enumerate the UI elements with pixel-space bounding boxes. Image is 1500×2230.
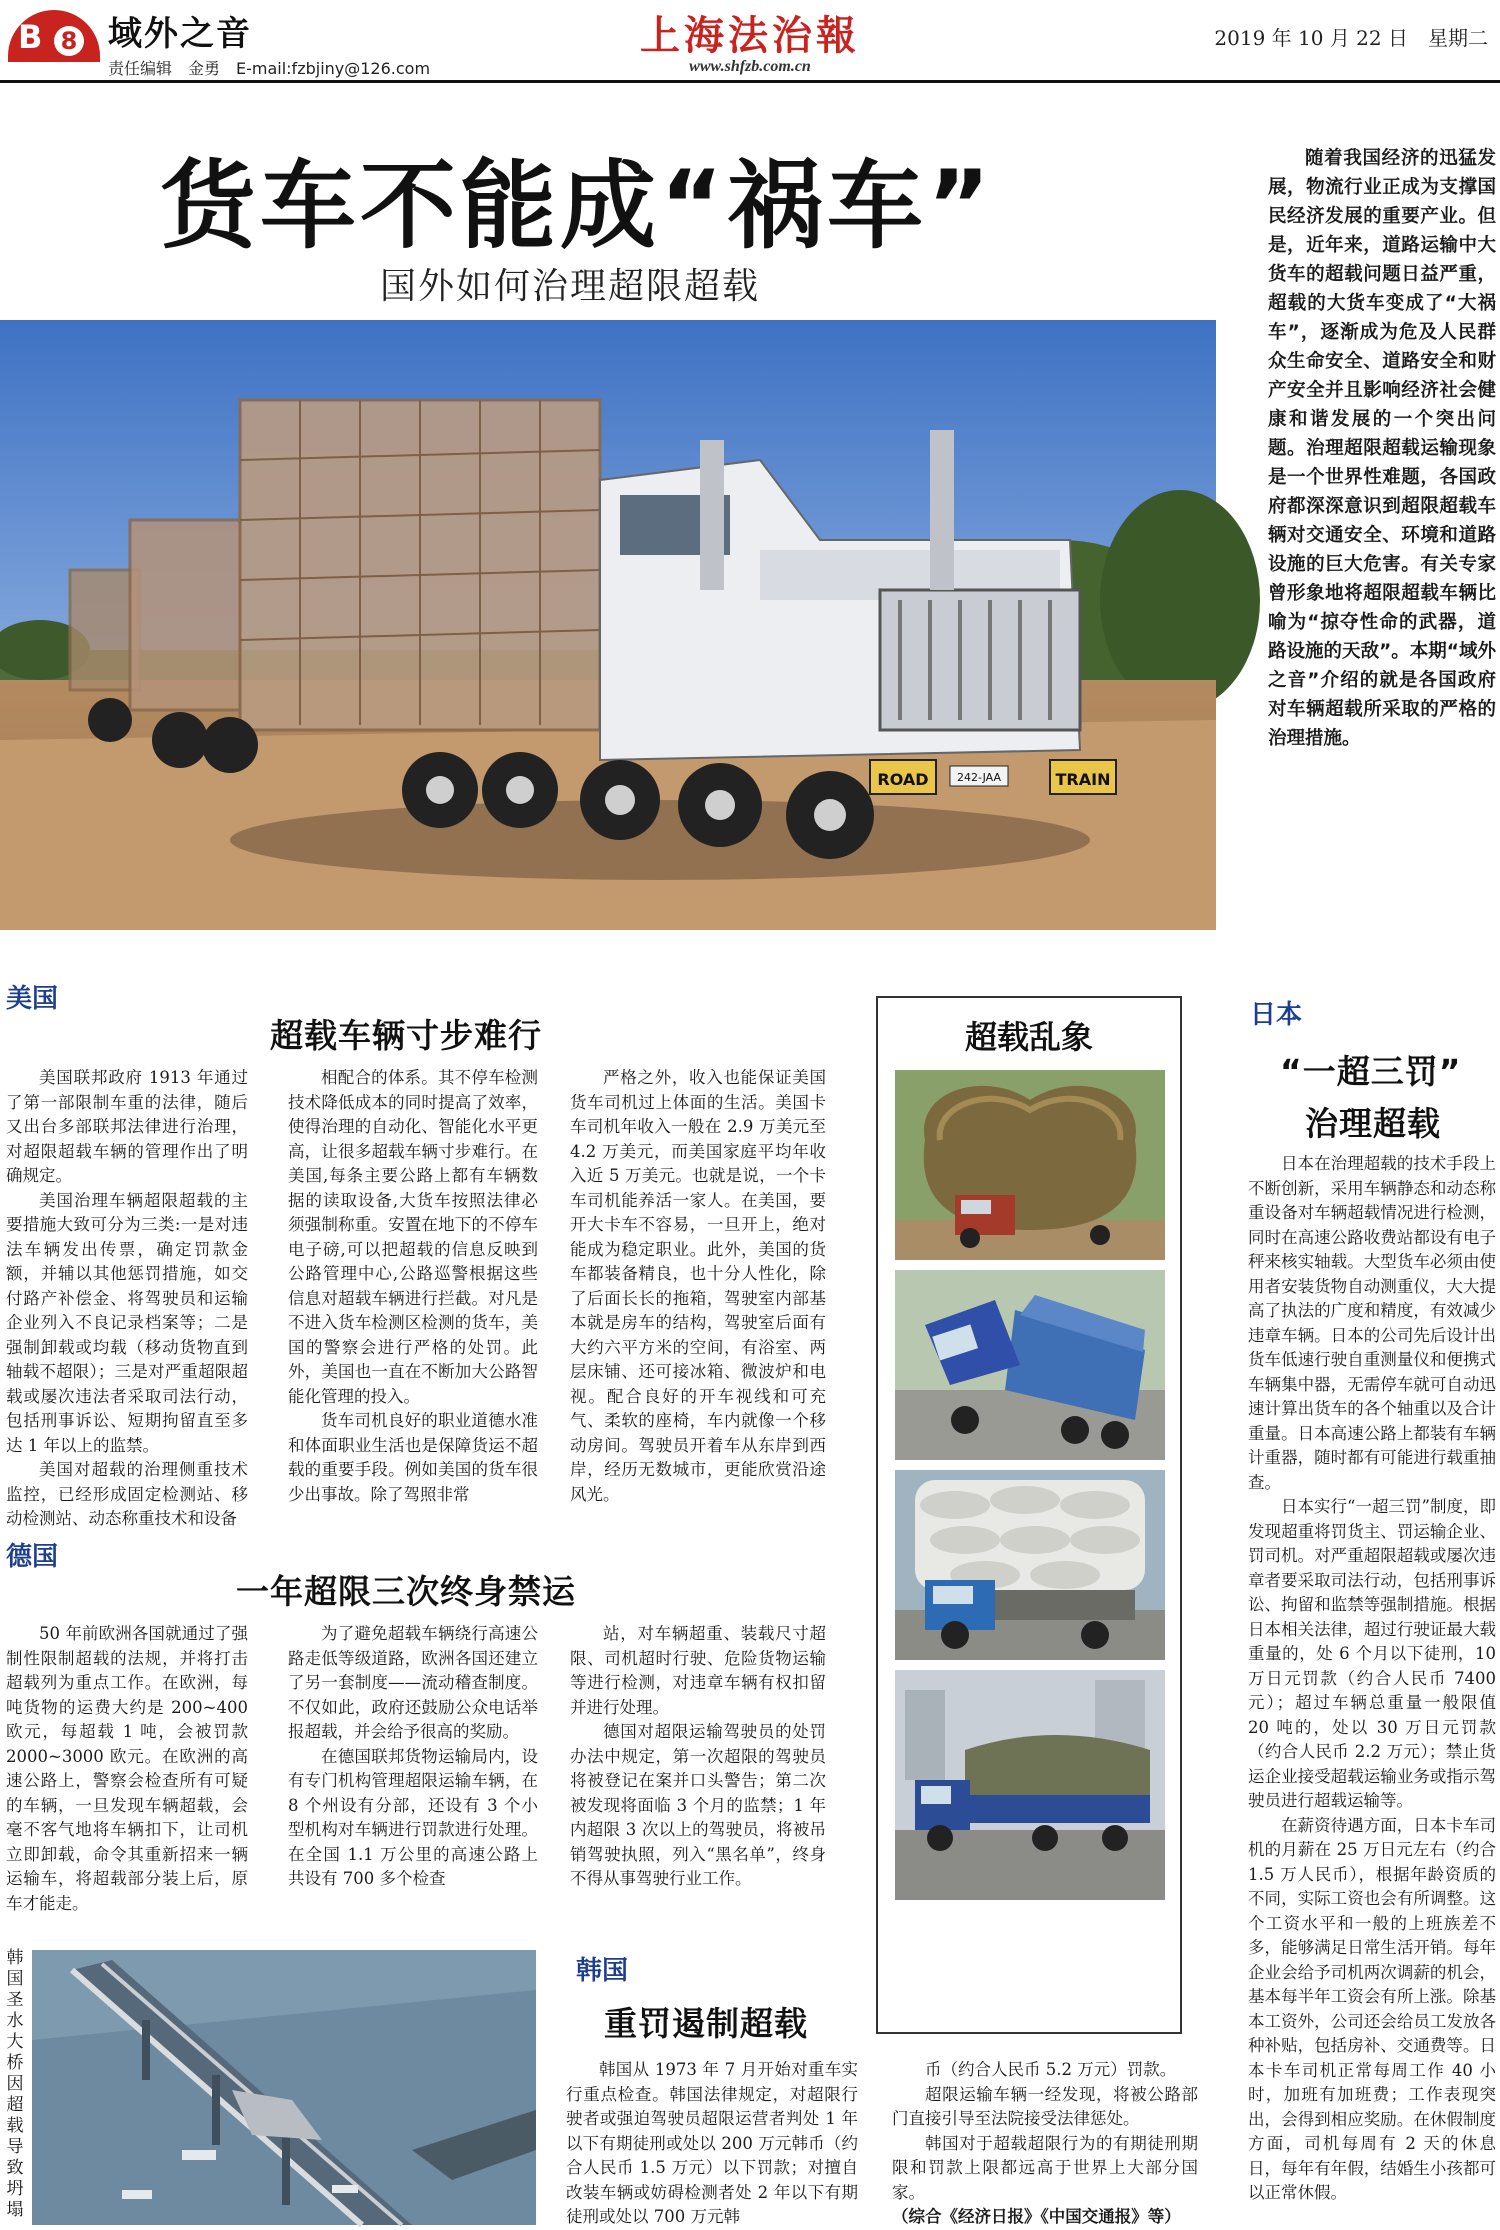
gallery-photo-tipping-truck <box>895 1270 1165 1460</box>
paragraph: 币（约合人民币 5.2 万元）罚款。 <box>925 2060 1177 2079</box>
country-label-japan: 日本 <box>1250 1000 1303 1030</box>
paragraph: 美国联邦政府 1913 年通过了第一部限制车重的法律，随后又出台多部联邦法律进行治理，对超限超载车辆的管理作出了明确规定。 <box>6 1068 248 1185</box>
newspaper-url: www.shfzb.com.cn <box>689 58 811 75</box>
plate-number-text: 242-JAA <box>957 771 1001 784</box>
usa-column-2 <box>288 1066 538 1504</box>
germany-column-3 <box>570 1622 826 1920</box>
germany-column-2 <box>288 1622 538 1920</box>
paragraph: 超限运输车辆一经发现，将被公路部门直接引导至法院接受法律惩处。 <box>892 2084 1198 2128</box>
publication-date: 2019 年 10 月 22 日 星期二 <box>1214 26 1488 50</box>
seongsu-bridge-photo <box>32 1950 536 2225</box>
road-train-illustration <box>0 320 1216 930</box>
japan-section-title-line2: 治理超载 <box>1305 1104 1441 1143</box>
paragraph: 韩国从 1973 年 7 月开始对重车实行重点检查。韩国法律规定，对超限行驶者或强迫驾驶员超限运营者判处 1 年以下有期徒刑或处以 200 万元韩币（约合人民币 1.5 万元）以下罚款；对擅自改装车辆或妨碍检测者处 2 年以下有期徒刑或处以 700 万元韩 <box>566 2060 858 2226</box>
country-label-germany: 德国 <box>6 1542 59 1572</box>
editor-line: 责任编辑 金勇 E-mail:fzbjiny@126.com <box>108 59 431 78</box>
paragraph: 在薪资待遇方面，日本卡车司机的月薪在 25 万日元左右（约合 1.5 万人民币），根据年龄资质的不同，实际工资也会有所调整。这个工资水平和一般的上班族差不多，能够满足日常生活开销。每年企业会给予司机两次调薪的机会，基本每半年工资会有所上涨。除基本工资外，公司还会给员工发放各种补贴，包括房补、交通费等。日本卡车司机正常每周工作 40 小时，加班有加班费；工作表现突出，会得到相应奖励。在休假制度方面，司机每周有 2 天的休息日，每年有年假，结婚生小孩都可以正常休假。 <box>1248 1815 1496 2202</box>
usa-section-title: 超载车辆寸步难行 <box>270 1016 542 1055</box>
bridge-photo-caption: 韩国圣水大桥因超载导致坍塌 <box>6 1948 24 2220</box>
usa-column-3 <box>570 1066 826 1504</box>
main-headline: 货车不能成“祸车” <box>160 150 995 262</box>
paragraph: 美国治理车辆超限超载的主要措施大致可分为三类:一是对违法车辆发出传票，确定罚款金额，并辅以其他惩罚措施，如交付路产补偿金、将驾驶员和运输企业列入不良记录档案等；二是强制卸载或均载（移动货物直到轴载不超限）；三是对严重超限超载或屡次违法者采取司法行动，包括刑事诉讼、短期拘留直至多达 1 年以上的监禁。 <box>6 1190 248 1455</box>
section-name: 域外之音 <box>108 14 252 54</box>
paragraph: 为了避免超载车辆绕行高速公路走低等级道路，欧洲各国还建立了另一套制度——流动稽查制度。不仅如此，政府还鼓励公众电话举报超载，并会给予很高的奖励。 <box>288 1624 538 1741</box>
country-label-korea: 韩国 <box>576 1956 629 1986</box>
paragraph: 日本在治理超载的技术手段上不断创新，采用车辆静态和动态称重设备对车辆超载情况进行检测，同时在高速公路收费站都设有电子秤来核实轴载。大型货车必须由使用者安装货物自动测重仪，大大提高了执法的广度和精度，有效减少违章车辆。日本的公司先后设计出货车低速行驶自重测量仪和便携式车辆集中器，无需停车就可自动迅速计算出货车的各个轴重以及合计重量。日本高速公路上都装有车辆计重器，随时都有可能进行载重抽查。 <box>1248 1154 1496 1492</box>
masthead <box>0 0 1500 80</box>
usa-column-1 <box>6 1066 248 1528</box>
paragraph: 德国对超限运输驾驶员的处罚办法中规定，第一次超限的驾驶员将被登记在案并口头警告；第二次被发现将面临 3 个月的监禁；1 年内超限 3 次以上的驾驶员，将被吊销驾驶执照，列入“黑名单”，终身不得从事驾驶行业工作。 <box>570 1722 826 1888</box>
japan-section-title-line1: “一超三罚” <box>1280 1052 1462 1091</box>
paragraph: 货车司机良好的职业道德水准和体面职业生活也是保障货运不超载的重要手段。例如美国的货车很少出事故。除了驾照非常 <box>288 1411 538 1504</box>
korea-column-2 <box>892 2058 1198 2228</box>
masthead-rule <box>0 80 1500 83</box>
germany-section-title: 一年超限三次终身禁运 <box>236 1572 576 1611</box>
plate-left-text: ROAD <box>877 770 929 789</box>
paragraph: 相配合的体系。其不停车检测技术降低成本的同时提高了效率，使得治理的自动化、智能化水平更高，让很多超载车辆寸步难行。在美国,每条主要公路上都有车辆数据的读取设备,大货车按照法律必须强制称重。安置在地下的不停车电子磅,可以把超载的信息反映到公路管理中心,公路巡警根据这些信息对超载车辆进行拦截。对凡是不进入货车检测区检测的货车，美国的警察会进行严格的处罚。此外，美国也一直在不断加大公路智能化管理的投入。 <box>288 1068 538 1406</box>
gallery-title: 超载乱象 <box>964 1018 1093 1056</box>
korea-column-1 <box>566 2058 858 2228</box>
paragraph: 日本实行“一超三罚”制度，即发现超重将罚货主、罚运输企业、罚司机。对严重超限超载或屡次违章者要采取司法行动，包括刑事诉讼、拘留和监禁等强制措施。根据日本相关法律，超过行驶证最大载重量的，处 6 个月以下徒刑，10 万日元罚款（约合人民币 7400 元）；超过车辆总重量一般限值 20 吨的，处以 30 万日元罚款（约合人民币 2.2 万元）；禁止货运企业接受超载运输业务或指示驾驶员进行超载运输等。 <box>1248 1497 1496 1810</box>
country-label-usa: 美国 <box>6 984 59 1014</box>
paragraph: 严格之外，收入也能保证美国货车司机过上体面的生活。美国卡车司机年收入一般在 2.9 万美元至 4.2 万美元，而美国家庭平均年收入近 5 万美元。也就是说，一个卡车司机能养活一家人。在美国，要开大卡车不容易，一旦开上，绝对能成为稳定职业。此外，美国的货车都装备精良，也十分人性化，除了后面长长的拖箱，驾驶室内部基本就是房车的结构，驾驶室后面有大约六平方米的空间，有浴室、两层床铺、还可接冰箱、微波炉和电视。配合良好的开车视线和可充气、柔软的座椅，车内就像一个移动房间。驾驶员开着车从东岸到西岸，经历无数城市，更能欣赏沿途风光。 <box>570 1068 826 1504</box>
gallery-photo-sack-truck <box>895 1470 1165 1660</box>
source-credit: （综合《经济日报》《中国交通报》等） <box>892 2207 1181 2226</box>
gallery-photo-cargo-truck <box>895 1670 1165 1900</box>
plate-right-text: TRAIN <box>1055 770 1111 789</box>
japan-column <box>1248 1152 1496 2226</box>
paragraph: 50 年前欧洲各国就通过了强制性限制超载的法规，并将打击超载列为重点工作。在欧洲，每吨货物的运费大约是 200~400 欧元，每超载 1 吨，会被罚款 2000~3000 欧元。在欧洲的高速公路上，警察会检查所有可疑的车辆，一旦发现车辆超载，会毫不客气地将车辆扣下，让司机立即卸载，命令其重新招来一辆运输车，将超载部分装上后，原车才能走。 <box>6 1624 248 1913</box>
korea-section-title: 重罚遏制超载 <box>604 2004 808 2043</box>
page-letter: B <box>18 18 43 56</box>
page-number: 8 <box>54 26 84 56</box>
gallery-photo-hay-truck <box>895 1070 1165 1260</box>
sub-headline: 国外如何治理超限超载 <box>380 266 761 307</box>
road-train-photo <box>0 320 1216 930</box>
paragraph: 韩国对于超载超限行为的有期徒刑期限和罚款上限都远高于世界上大部分国家。 <box>892 2133 1198 2202</box>
paragraph: 在德国联邦货物运输局内，设有专门机构管理超限运输车辆，在 8 个州设有分部，还设有 3 个小型机构对车辆进行罚款进行处理。在全国 1.1 万公里的高速公路上共设有 700 多个检查 <box>288 1746 538 1888</box>
overloading-gallery <box>876 996 1182 2034</box>
intro-paragraph: 随着我国经济的迅猛发展，物流行业正成为支撑国民经济发展的重要产业。但是，近年来，道路运输中大货车的超载问题日益严重，超载的大货车变成了“大祸车”，逐渐成为危及人民群众生命安全、道路安全和财产安全并且影响经济社会健康和谐发展的一个突出问题。治理超限超载运输现象是一个世界性难题，各国政府都深深意识到超限超载车辆对交通安全、环境和道路设施的巨大危害。有关专家曾形象地将超限超载车辆比喻为“掠夺性命的武器，道路设施的天敌”。本期“域外之音”介绍的就是各国政府对车辆超载所采取的严格的治理措施。 <box>1268 148 1496 749</box>
paragraph: 美国对超载的治理侧重技术监控，已经形成固定检测站、移动检测站、动态称重技术和设备 <box>6 1460 248 1528</box>
page-badge <box>8 10 100 62</box>
newspaper-logo: 上海法治報 <box>640 12 860 59</box>
paragraph: 站，对车辆超重、装载尺寸超限、司机超时行驶、危险货物运输等进行检测，对违章车辆有权扣留并进行处理。 <box>570 1624 826 1717</box>
germany-column-1 <box>6 1622 248 1920</box>
